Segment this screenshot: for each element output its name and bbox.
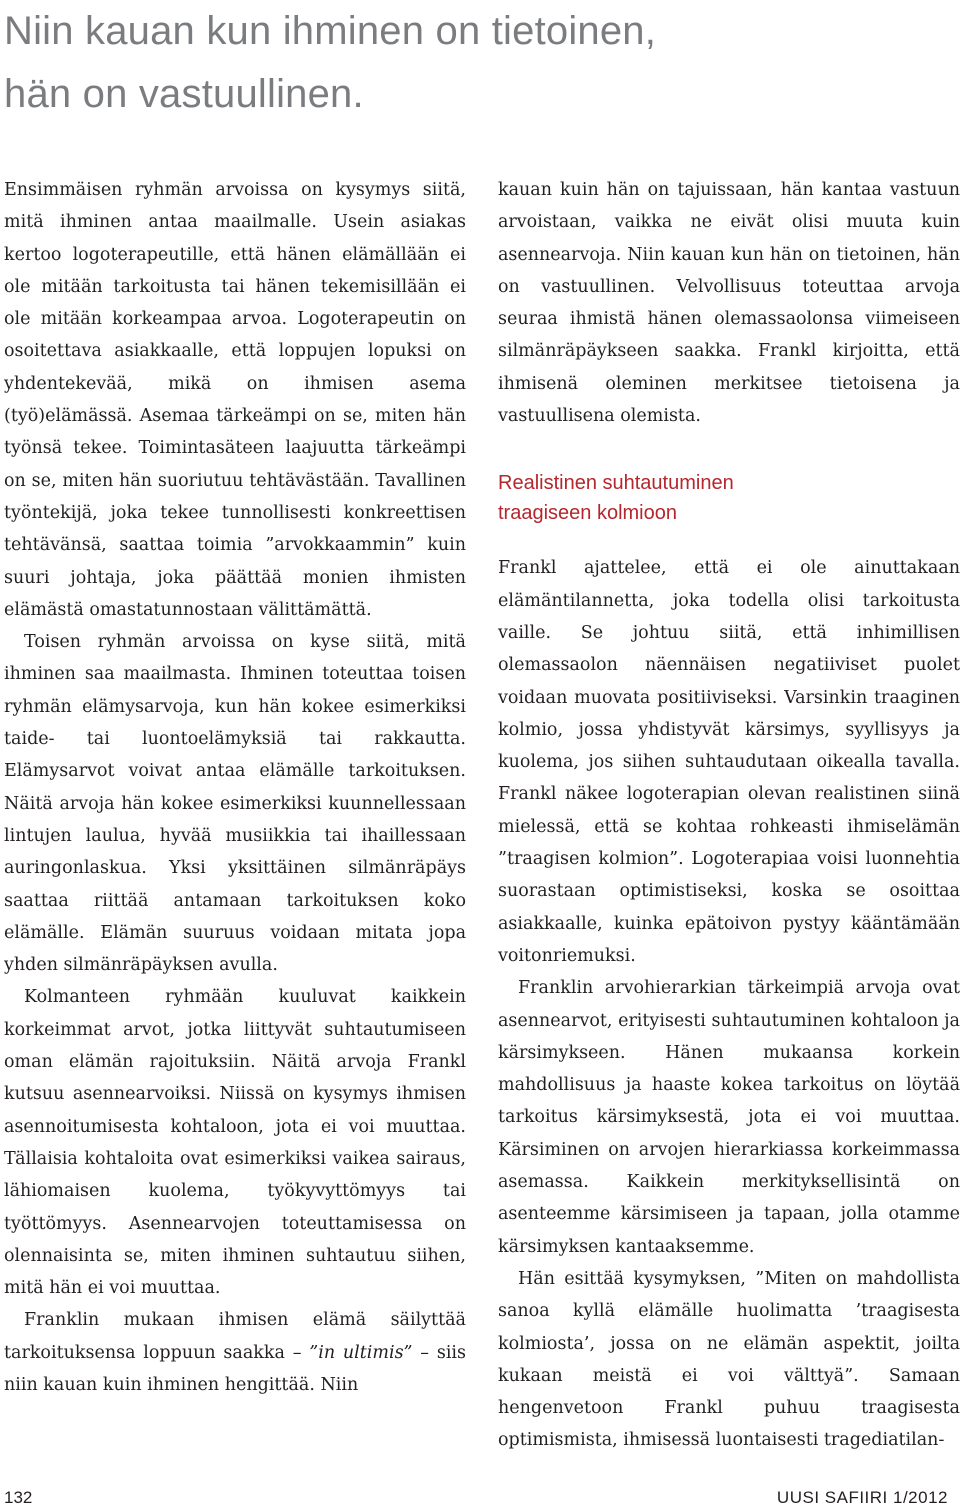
left-column — [4, 174, 466, 1401]
continued-paragraph: kauan kuin hän on tajuissaan, hän kantaa vastuun arvoistaan, vaikka ne eivät olisi muuta kuin asennearvoja. Niin kauan kun hän on tietoinen, hän on vastuullinen. Velvollisuus toteuttaa arvoja seuraa ihmistä hänen olemassaolonsa viimeiseen silmänräpäykseen saakka. Frankl kirjoitta, että ihmisenä oleminen merkitsee tietoisena ja vastuullisena olemista. — [498, 180, 960, 427]
body-paragraph: Frankl ajattelee, että ei ole ainuttakaan elämäntilannetta, joka todella olisi tarkoitusta vaille. Se johtuu siitä, että inhimillisen olemassaolon näennäisen negatiiviset puolet voidaan muovata positiiviseksi. Varsinkin traaginen kolmio, jossa yhdistyvät kärsimys, syyllisyys ja kuolema, jos siihen suhtaudutaan oikealla tavalla. Frankl näkee logoterapian olevan realistinen siinä mielessä, että se kohtaa rohkeasti ihmiselämän ”traagisen kolmion”. Logoterapiaa voisi luonnehtia suorastaan optimistiseksi, koska se osoittaa asiakkaalle, kuinka epätoivon pystyy kääntämään voitonriemuksi. — [498, 558, 960, 966]
section-heading-line-2: traagiseen kolmioon — [498, 502, 677, 525]
right-column — [498, 174, 960, 1457]
magazine-issue: UUSI SAFIIRI 1/2012 — [776, 1488, 948, 1507]
body-paragraph: Toisen ryhmän arvoissa on kyse siitä, mitä ihminen saa maailmasta. Ihminen toteuttaa toisen ryhmän elämysarvoja, kun hän kokee esimerkiksi taide- tai luontoelämyksiä tai rakkautta. Elämysarvot voivat antaa elämälle tarkoituksen. Näitä arvoja hän kokee esimerkiksi kuunnellessaan lintujen laulua, hyvää musiikkia tai ihaillessaan auringonlaskua. Yksi yksittäinen silmänräpäys saattaa riittää antamaan tarkoituksen koko elämälle. Elämän suuruus voidaan mitata jopa yhden silmänräpäyksen avulla. — [4, 632, 466, 976]
body-paragraph: Hän esittää kysymyksen, ”Miten on mahdollista sanoa kyllä elämälle huolimatta ’traagisesta kolmiosta’, jossa on ne elämän aspektit, joilta kukaan meistä ei voi välttyä”. Samaan hengenvetoon Frankl puhuu traagisesta optimismista, ihmisessä luontaisesti tragediatilan- — [498, 1268, 960, 1451]
latin-phrase: ”in ultimis” — [309, 1342, 413, 1363]
body-text-segment: – siis niin kauan kuin ihminen hengittää. Niin — [4, 1342, 467, 1395]
page-footer — [0, 1480, 960, 1509]
page-number: 132 — [4, 1488, 33, 1507]
body-paragraph: Kolmanteen ryhmään kuuluvat kaikkein korkeimmat arvot, jotka liittyvät suhtautumiseen oman elämän rajoituksiin. Näitä arvoja Frankl kutsuu asennearvoiksi. Niissä on kysymys ihmisen asennoitumisesta kohtaloon, jota ei voi muuttaa. Tällaisia kohtaloita ovat esimerkiksi vaikea sairaus, lähiomaisen kuolema, työkyvyttömyys tai työttömyys. Asennearvojen toteuttamisessa on olennaisinta se, miten ihminen suhtautuu siihen, mitä hän ei voi muuttaa. — [4, 987, 466, 1299]
page-title-line-2: hän on vastuullinen. — [4, 72, 364, 116]
body-paragraph-last — [4, 1304, 466, 1401]
page-title-line-1: Niin kauan kun ihminen on tietoinen, — [4, 9, 657, 53]
body-paragraph: Franklin arvohierarkian tärkeimpiä arvoja ovat asennearvot, erityisesti suhtautuminen kohtaloon ja kärsimykseen. Hänen mukaansa korkein mahdollisuus ja haaste kokea tarkoitus on löytää tarkoitus kärsimyksestä, jota ei voi muuttaa. Kärsiminen on arvojen hierarkiassa korkeimmassa asemassa. Kaikkein merkityksellisintä on asenteemme kärsimiseen ja tapaan, jolla otamme kärsimyksen kantaaksemme. — [498, 978, 960, 1257]
section-heading — [498, 468, 960, 528]
body-paragraph: Ensimmäisen ryhmän arvoissa on kysymys siitä, mitä ihminen antaa maailmalle. Usein asiakas kertoo logoterapeutille, että hänen elämällään ei ole mitään tarkoitusta tai hänen tekemisillään ei ole mitään korkeampaa arvoa. Logoterapeutin on osoitettava asiakkaalle, että loppujen lopuksi on yhdentekevää, mikä on ihmisen asema (työ)elämässä. Asemaa tärkeämpi on se, miten hän työnsä tekee. Toimintasäteen laajuutta tärkeämpi on se, miten hän suoriutuu tehtävästään. Tavallinen työntekijä, joka tekee tunnollisesti konkreettisen tehtävänsä, saattaa toimia ”arvokkaammin” kuin suuri johtaja, joka päättää monien ihmisten elämästä omastatunnostaan välittämättä. — [4, 180, 466, 620]
body-text-segment: Franklin mukaan ihmisen elämä säilyttää tarkoituksensa loppuun saakka – — [4, 1310, 466, 1363]
page-title — [4, 0, 944, 126]
section-heading-line-1: Realistinen suhtautuminen — [498, 472, 734, 495]
